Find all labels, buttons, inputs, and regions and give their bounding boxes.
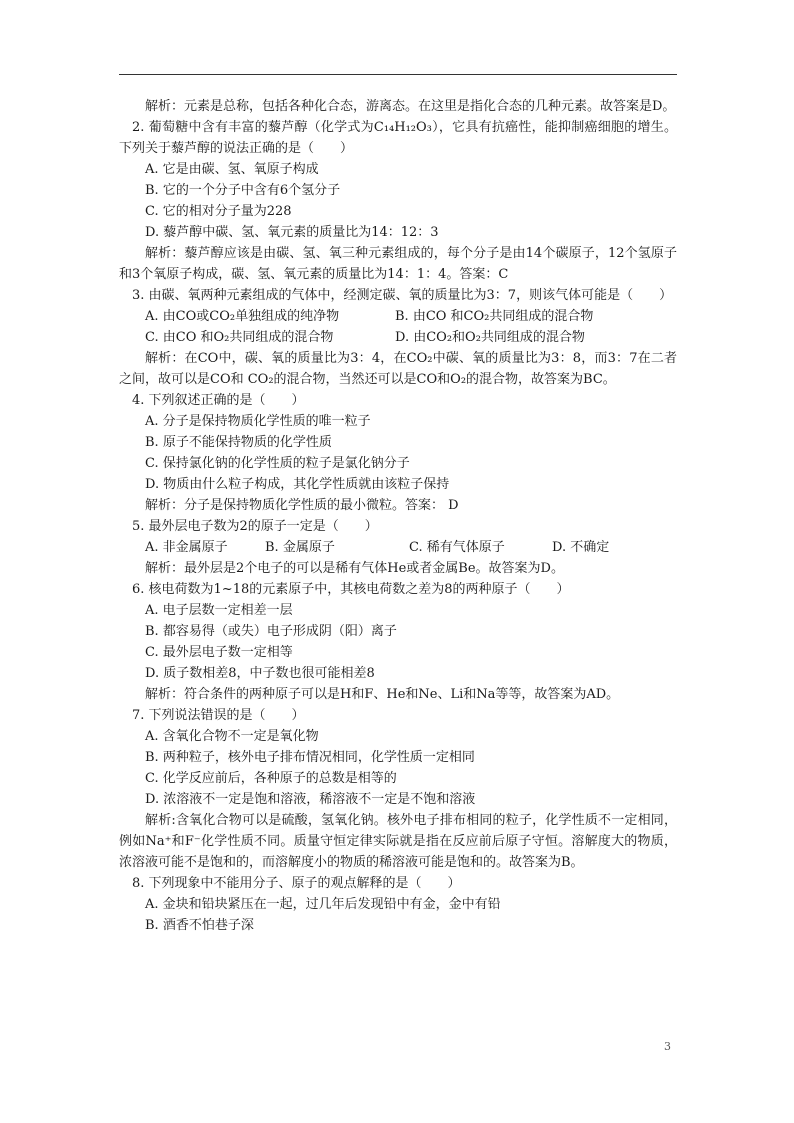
- q3-option-a: A. 由CO或CO₂单独组成的纯净物: [145, 309, 340, 324]
- q2-analysis: 解析：藜芦醇应该是由碳、氢、氧三种元素组成的，每个分子是由14个碳原子，12个氢原子和3个氧原子构成，碳、氢、氧元素的质量比为14：1：4。答案：C: [119, 246, 677, 282]
- q3-option-c: C. 由CO 和O₂共同组成的混合物: [145, 330, 334, 345]
- q4-analysis: 解析：分子是保持物质化学性质的最小微粒。答案： D: [145, 498, 459, 513]
- q7-option-b: B. 两种粒子，核外电子排布情况相同，化学性质一定相同: [145, 750, 475, 765]
- q4-stem: 4. 下列叙述正确的是（ ）: [132, 393, 305, 408]
- page-number: 3: [664, 1040, 671, 1053]
- q3-analysis: 解析：在CO中，碳、氧的质量比为3：4，在CO₂中碳、氧的质量比为3：8，而3：7在二者之间，故可以是CO和 CO₂的混合物，当然还可以是CO和O₂的混合物，故答案为BC。: [119, 351, 677, 387]
- q6-option-d: D. 质子数相差8，中子数也很可能相差8: [145, 666, 375, 681]
- q3-option-b: B. 由CO 和CO₂共同组成的混合物: [395, 309, 594, 324]
- q5-option-a: A. 非金属原子: [145, 540, 228, 555]
- q1-analysis: 解析：元素是总称，包括各种化合态，游离态。在这里是指化合态的几种元素。故答案是D。: [145, 99, 676, 114]
- header-rule: [119, 74, 677, 75]
- q2-option-d: D. 藜芦醇中碳、氢、氧元素的质量比为14：12：3: [145, 225, 439, 240]
- q2-stem: 2. 葡萄糖中含有丰富的藜芦醇（化学式为C₁₄H₁₂O₃），它具有抗癌性，能抑制癌细胞的增生。下列关于藜芦醇的说法正确的是（ ）: [119, 120, 677, 156]
- q4-option-a: A. 分子是保持物质化学性质的唯一粒子: [145, 414, 371, 429]
- q6-option-a: A. 电子层数一定相差一层: [145, 603, 293, 618]
- q6-stem: 6. 核电荷数为1~18的元素原子中，其核电荷数之差为8的两种原子（ ）: [132, 582, 570, 597]
- q6-option-c: C. 最外层电子数一定相等: [145, 645, 293, 660]
- q2-option-c: C. 它的相对分子量为228: [145, 204, 292, 219]
- document-body: [119, 96, 677, 936]
- q5-option-b: B. 金属原子: [265, 540, 335, 555]
- q4-option-c: C. 保持氯化钠的化学性质的粒子是氯化钠分子: [145, 456, 410, 471]
- q8-option-a: A. 金块和铅块紧压在一起，过几年后发现铅中有金，金中有铅: [145, 897, 501, 912]
- q7-option-d: D. 浓溶液不一定是饱和溶液，稀溶液不一定是不饱和溶液: [145, 792, 476, 807]
- q5-option-c: C. 稀有气体原子: [409, 540, 505, 555]
- q5-analysis: 解析：最外层是2个电子的可以是稀有气体He或者金属Be。故答案为D。: [145, 561, 564, 576]
- q6-option-b: B. 都容易得（或失）电子形成阴（阳）离子: [145, 624, 397, 639]
- q8-option-b: B. 酒香不怕巷子深: [145, 918, 254, 933]
- q8-stem: 8. 下列现象中不能用分子、原子的观点解释的是（ ）: [132, 876, 461, 891]
- q4-option-d: D. 物质由什么粒子构成，其化学性质就由该粒子保持: [145, 477, 450, 492]
- q3-option-d: D. 由CO₂和O₂共同组成的混合物: [395, 330, 585, 345]
- q7-analysis: 解析:含氧化合物可以是硫酸，氢氧化钠。核外电子排布相同的粒子，化学性质不一定相同，例如Na⁺和F⁻化学性质不同。质量守恒定律实际就是指在反应前后原子守恒。溶解度大的物质，浓溶液可能不是饱和的，而溶解度小的物质的稀溶液可能是饱和的。故答案为B。: [119, 813, 677, 870]
- q6-analysis: 解析：符合条件的两种原子可以是H和F、He和Ne、Li和Na等等，故答案为AD。: [145, 687, 620, 702]
- q7-option-c: C. 化学反应前后，各种原子的总数是相等的: [145, 771, 397, 786]
- q2-option-a: A. 它是由碳、氢、氧原子构成: [145, 162, 319, 177]
- q3-options-row-1: [119, 306, 677, 327]
- q3-stem: 3. 由碳、氧两种元素组成的气体中，经测定碳、氧的质量比为3：7，则该气体可能是（ ）: [132, 288, 673, 303]
- q5-option-d: D. 不确定: [552, 540, 610, 555]
- q4-option-b: B. 原子不能保持物质的化学性质: [145, 435, 332, 450]
- q5-stem: 5. 最外层电子数为2的原子一定是（ ）: [132, 519, 378, 534]
- q7-stem: 7. 下列说法错误的是（ ）: [132, 708, 305, 723]
- q3-options-row-2: [119, 327, 677, 348]
- q2-option-b: B. 它的一个分子中含有6个氢分子: [145, 183, 341, 198]
- q5-options-row: [119, 537, 677, 558]
- q7-option-a: A. 含氧化合物不一定是氧化物: [145, 729, 319, 744]
